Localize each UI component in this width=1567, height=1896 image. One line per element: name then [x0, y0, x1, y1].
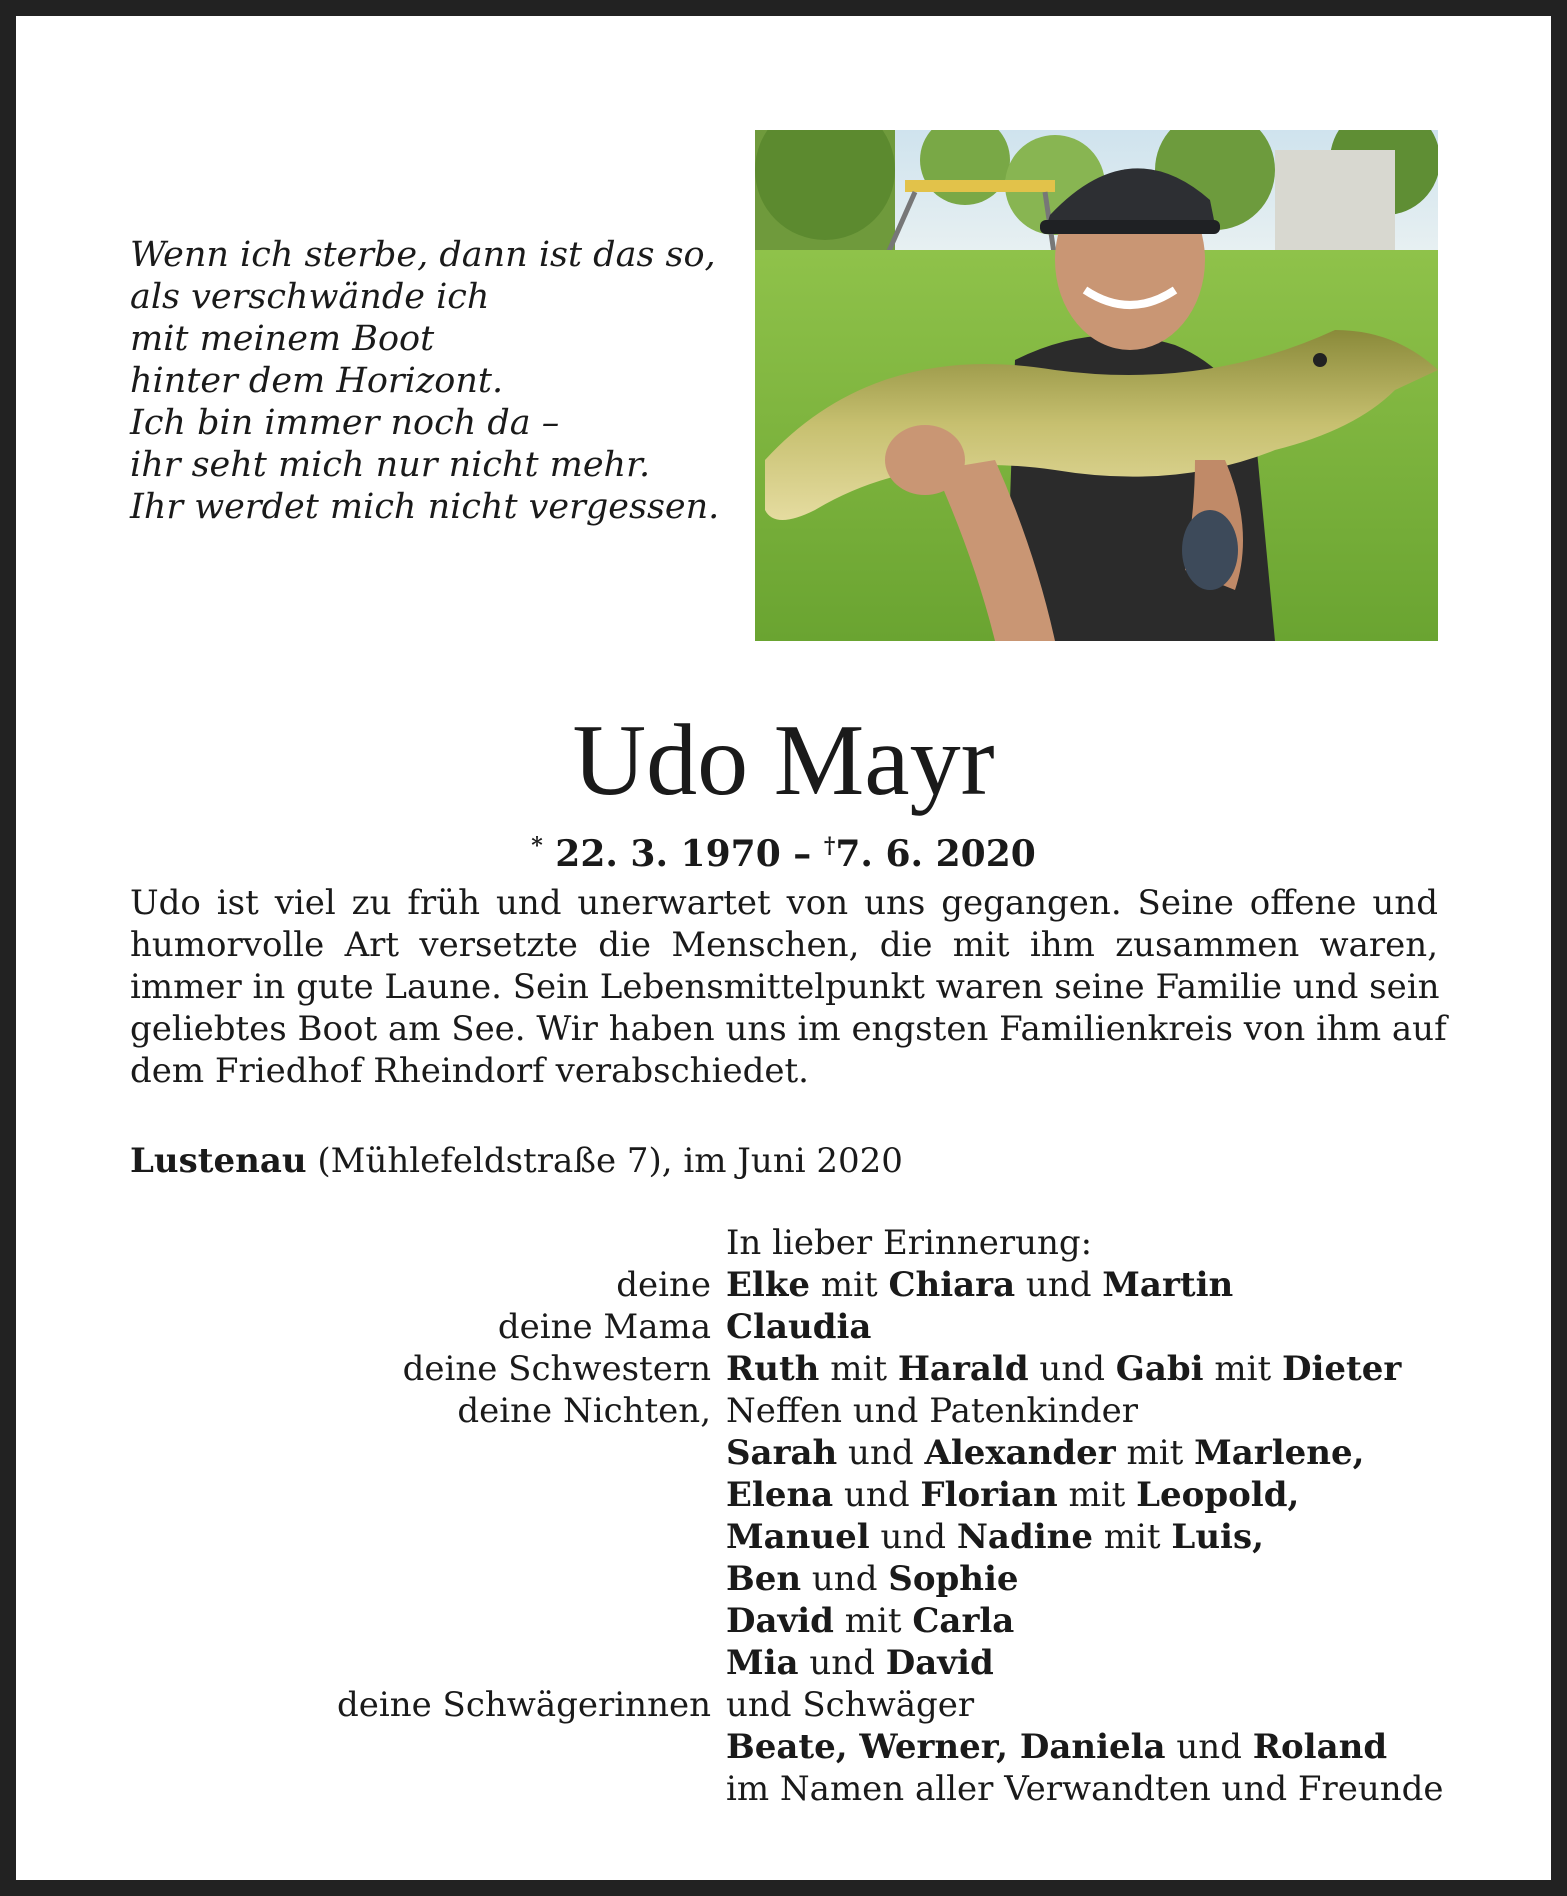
- poem-line: mit meinem Boot: [130, 319, 435, 359]
- signer-name: Luis,: [1171, 1517, 1264, 1557]
- signer-name: Martin: [1102, 1265, 1234, 1305]
- signer-row: [16, 1306, 1551, 1348]
- signer-row: [16, 1600, 1551, 1642]
- birth-date: 22. 3. 1970: [555, 833, 781, 875]
- signer-names: [726, 1558, 1019, 1600]
- signer-name: Marlene,: [1194, 1433, 1365, 1473]
- death-date: 7. 6. 2020: [835, 833, 1036, 875]
- signer-name: Sarah: [726, 1433, 838, 1473]
- signer-names: [726, 1474, 1299, 1516]
- signer-connector: mit: [1115, 1433, 1195, 1473]
- signer-row: [16, 1642, 1551, 1684]
- signer-names: [726, 1222, 1092, 1264]
- text-line: geliebtes Boot am See. Wir haben uns im engsten Familienkreis von ihm auf: [130, 1009, 1447, 1049]
- life-dates: [16, 824, 1551, 876]
- signer-row: [16, 1516, 1551, 1558]
- signer-name: Manuel: [726, 1517, 870, 1557]
- signer-row: [16, 1474, 1551, 1516]
- signer-connector: und: [869, 1517, 957, 1557]
- signer-row: [16, 1390, 1551, 1432]
- signer-connector: Neffen und Patenkinder: [726, 1391, 1139, 1431]
- signer-row: [16, 1348, 1551, 1390]
- signer-connector: mit: [819, 1349, 898, 1389]
- signer-row: [16, 1558, 1551, 1600]
- text-line: dem Friedhof Rheindorf verabschiedet.: [130, 1051, 809, 1091]
- signers-list: [16, 1222, 1551, 1810]
- signer-names: [726, 1768, 1444, 1810]
- signer-connector: und: [798, 1643, 886, 1683]
- death-symbol: †: [823, 833, 836, 859]
- signer-name: Sophie: [888, 1559, 1019, 1599]
- signer-name: Leopold,: [1136, 1475, 1300, 1515]
- deceased-name: Udo Mayr: [572, 704, 995, 817]
- signer-name: Ruth: [726, 1349, 820, 1389]
- signer-role: deine Schwägerinnen: [336, 1685, 711, 1725]
- birth-symbol: *: [531, 833, 543, 859]
- obituary-text: [130, 882, 1447, 1092]
- signer-names: [726, 1432, 1364, 1474]
- signer-name: Claudia: [726, 1307, 872, 1347]
- text-line: immer in gute Laune. Sein Lebensmittelpunkt waren seine Familie und sein: [130, 967, 1440, 1007]
- signer-name: Mia: [726, 1643, 799, 1683]
- text-line: humorvolle Art versetzte die Menschen, die mit ihm zusammen waren,: [130, 925, 1438, 965]
- signer-name: Chiara: [888, 1265, 1016, 1305]
- dates-dash: –: [793, 833, 812, 875]
- signer-connector: und: [833, 1475, 921, 1515]
- signer-role: deine Mama: [497, 1307, 711, 1347]
- signer-name: Elena: [726, 1475, 834, 1515]
- signer-name: David: [726, 1601, 834, 1641]
- signer-name: Florian: [920, 1475, 1058, 1515]
- signer-name: Ben: [726, 1559, 802, 1599]
- signer-names: [726, 1642, 994, 1684]
- signer-row: [16, 1222, 1551, 1264]
- obituary-page: [16, 16, 1551, 1880]
- signer-names: [726, 1348, 1401, 1390]
- poem-line: Ihr werdet mich nicht vergessen.: [130, 487, 720, 527]
- place-and-date: [130, 1140, 903, 1182]
- signer-name: Harald: [897, 1349, 1029, 1389]
- signer-names: [726, 1264, 1233, 1306]
- signer-connector: und Schwäger: [726, 1685, 975, 1725]
- signer-names: [726, 1684, 974, 1726]
- signer-role: deine Nichten,: [457, 1391, 711, 1431]
- signer-names: [726, 1306, 871, 1348]
- signer-name: Elke: [726, 1265, 811, 1305]
- signer-name: Alexander: [924, 1433, 1116, 1473]
- signer-connector: mit: [1203, 1349, 1282, 1389]
- poem-line: ihr seht mich nur nicht mehr.: [130, 445, 651, 485]
- signer-connector: und: [801, 1559, 889, 1599]
- signer-row: [16, 1264, 1551, 1306]
- signer-connector: im Namen aller Verwandten und Freunde: [726, 1769, 1444, 1809]
- signer-name: Carla: [912, 1601, 1015, 1641]
- poem-line: Ich bin immer noch da –: [130, 403, 560, 443]
- poem-line: Wenn ich sterbe, dann ist das so,: [130, 235, 716, 275]
- signer-connector: und: [837, 1433, 925, 1473]
- signer-connector: mit: [833, 1601, 913, 1641]
- poem-line: als verschwände ich: [130, 277, 490, 317]
- signer-connector: mit: [1057, 1475, 1137, 1515]
- signer-names: [726, 1516, 1264, 1558]
- signer-connector: In lieber Erinnerung:: [726, 1223, 1093, 1263]
- signer-role: deine Schwestern: [402, 1349, 711, 1389]
- signer-names: [726, 1600, 1014, 1642]
- signer-role: deine: [616, 1265, 711, 1305]
- text-line: Udo ist viel zu früh und unerwartet von uns gegangen. Seine offene und: [130, 883, 1438, 923]
- portrait-photo: [755, 130, 1438, 641]
- signer-connector: und: [1165, 1727, 1253, 1767]
- signer-row: [16, 1768, 1551, 1810]
- signer-row: [16, 1684, 1551, 1726]
- signer-connector: mit: [810, 1265, 889, 1305]
- poem-line: hinter dem Horizont.: [130, 361, 504, 401]
- signer-connector: und: [1028, 1349, 1116, 1389]
- signer-names: [726, 1390, 1138, 1432]
- signer-name: David: [885, 1643, 994, 1683]
- signer-name: Beate, Werner, Daniela: [726, 1727, 1166, 1767]
- signer-name: Gabi: [1115, 1349, 1204, 1389]
- signer-name: Dieter: [1281, 1349, 1402, 1389]
- place-town: Lustenau: [130, 1141, 307, 1181]
- signer-connector: mit: [1093, 1517, 1172, 1557]
- place-details: (Mühlefeldstraße 7), im Juni 2020: [306, 1141, 903, 1181]
- signer-row: [16, 1432, 1551, 1474]
- signer-names: [726, 1726, 1387, 1768]
- poem: [130, 234, 719, 528]
- signer-name: Nadine: [956, 1517, 1093, 1557]
- signer-connector: und: [1015, 1265, 1103, 1305]
- signer-name: Roland: [1252, 1727, 1388, 1767]
- signer-row: [16, 1726, 1551, 1768]
